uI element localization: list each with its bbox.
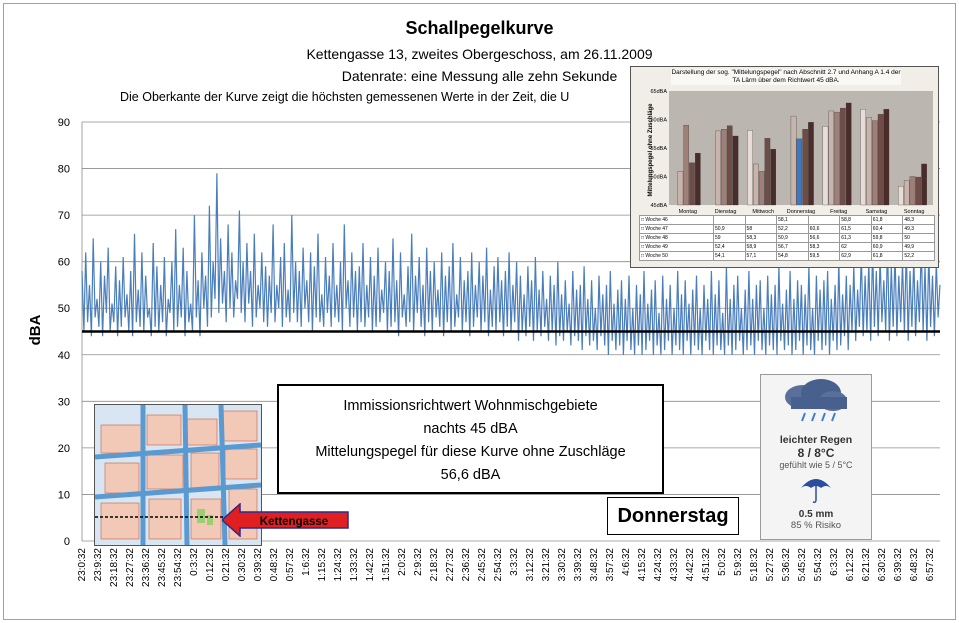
x-tick-label: 2:45:32	[477, 548, 488, 582]
umbrella-icon	[761, 470, 871, 504]
inset-bar	[910, 177, 915, 206]
x-tick-label: 23:18:32	[109, 548, 120, 587]
inset-row-name: □ Woche 46	[640, 216, 714, 225]
inset-bar	[753, 164, 758, 205]
y-tick-label: 10	[57, 489, 70, 502]
x-tick-label: 1:42:32	[365, 548, 376, 582]
inset-bar	[840, 108, 845, 205]
inset-cell: 61,3	[840, 234, 872, 243]
inset-cell: 49,9	[903, 243, 935, 252]
weekly-average-inset	[630, 66, 939, 268]
inset-cell: 58,3	[808, 243, 840, 252]
x-tick-label: 1:33:32	[349, 548, 360, 582]
average-value: 56,6 dBA	[440, 467, 501, 483]
inset-bar	[823, 126, 828, 205]
x-tick-label: 4:6:32	[621, 548, 632, 576]
x-tick-label: 5:0:32	[717, 548, 728, 576]
y-tick-label: 60	[57, 256, 70, 269]
x-tick-label: 5:27:32	[765, 548, 776, 582]
x-tick-label: 4:24:32	[653, 548, 664, 582]
inset-row-name: □ Woche 48	[640, 234, 714, 243]
inset-cell: 62	[840, 243, 872, 252]
inset-bar	[689, 163, 694, 205]
inset-bar	[884, 109, 889, 205]
weather-rain-risk: 85 % Risiko	[790, 520, 842, 531]
x-tick-label: 6:48:32	[909, 548, 920, 582]
inset-cell: 61,5	[840, 225, 872, 234]
x-tick-label: 0:21:32	[221, 548, 232, 582]
y-tick-label: 90	[57, 117, 70, 129]
inset-cell: 61,8	[871, 216, 903, 225]
inset-bar	[759, 171, 764, 205]
inset-cell: 58,8	[840, 216, 872, 225]
x-tick-label: 3:57:32	[605, 548, 616, 582]
x-tick-label: 2:0:32	[397, 548, 408, 576]
x-tick-label: 3:3:32	[509, 548, 520, 576]
x-tick-label: 1:15:32	[317, 548, 328, 582]
x-tick-label: 2:9:32	[413, 548, 424, 576]
x-tick-label: 6:12:32	[845, 548, 856, 582]
x-tick-label: 3:21:32	[541, 548, 552, 582]
inset-y-tick: 45dBA	[650, 203, 667, 209]
day-label: Donnerstag	[607, 497, 739, 535]
inset-cell	[745, 216, 777, 225]
limit-value: nachts 45 dBA	[423, 421, 518, 437]
inset-y-tick: 50dBA	[650, 174, 667, 181]
y-tick-labels	[58, 117, 70, 548]
x-tick-label: 1:51:32	[381, 548, 392, 582]
inset-bar	[861, 109, 866, 205]
x-tick-label: 0:57:32	[285, 548, 296, 582]
inset-bar	[733, 136, 738, 205]
chart-subtitle-description: Die Oberkante der Kurve zeigt die höchsten gemessenen Werte in der Zeit, die U	[120, 90, 570, 104]
x-tick-label: 2:36:32	[461, 548, 472, 582]
inset-cell: 48,3	[903, 216, 935, 225]
x-tick-label: 3:30:32	[557, 548, 568, 582]
inset-cell: 56,6	[808, 234, 840, 243]
inset-cell: 50,9	[713, 225, 745, 234]
x-tick-label: 6:3:32	[829, 548, 840, 576]
inset-y-tick: 55dBA	[650, 146, 667, 152]
inset-bar	[791, 116, 796, 205]
x-tick-label: 4:33:32	[669, 548, 680, 582]
x-tick-label: 3:12:32	[525, 548, 536, 582]
y-tick-label: 40	[57, 349, 70, 362]
inset-cell: 60,6	[808, 225, 840, 234]
map-street-label: Kettengasse	[259, 516, 329, 528]
inset-cell: 62,9	[840, 252, 872, 261]
inset-cell: 59,5	[808, 252, 840, 261]
inset-table	[639, 215, 935, 261]
inset-cell: 58,1	[777, 216, 809, 225]
x-tick-label: 1:24:32	[333, 548, 344, 582]
x-tick-label: 6:21:32	[861, 548, 872, 582]
x-tick-label: 0:12:32	[205, 548, 216, 582]
y-tick-label: 80	[57, 163, 70, 176]
inset-cell: 57,1	[745, 252, 777, 261]
inset-y-tick: 60dBA	[650, 117, 667, 124]
weather-feels-like: gefühlt wie 5 / 5°C	[779, 460, 853, 470]
inset-day-label: Mittwoch	[752, 209, 775, 215]
y-tick-label: 70	[57, 210, 70, 223]
x-tick-label: 2:27:32	[445, 548, 456, 582]
inset-bar	[916, 177, 921, 205]
inset-cell: 50	[903, 234, 935, 243]
limit-info-box	[277, 384, 664, 494]
x-tick-label: 4:42:32	[685, 548, 696, 582]
inset-bar	[721, 129, 726, 205]
inset-day-label: Dienstag	[714, 209, 737, 215]
inset-day-label: Freitag	[830, 209, 848, 215]
inset-cell: 60,9	[871, 243, 903, 252]
x-tick-label: 2:54:32	[493, 548, 504, 582]
x-tick-label: 6:57:32	[925, 548, 936, 582]
inset-bar	[872, 121, 877, 205]
inset-bar	[846, 103, 851, 205]
x-tick-label: 4:15:32	[637, 548, 648, 582]
inset-table-row	[640, 234, 935, 243]
inset-table-row	[640, 252, 935, 261]
inset-table-row	[640, 216, 935, 225]
inset-cell: 56,7	[777, 243, 809, 252]
inset-bar	[904, 180, 909, 205]
inset-row-name: □ Woche 49	[640, 243, 714, 252]
inset-day-label: Sonntag	[903, 209, 925, 215]
weather-widget	[760, 374, 872, 540]
x-tick-label: 5:9:32	[733, 548, 744, 576]
inset-cell	[808, 216, 840, 225]
inset-day-label: Samstag	[865, 209, 888, 215]
inset-table-row	[640, 225, 935, 234]
chart-title: Schallpegelkurve	[405, 18, 554, 38]
inset-bar	[695, 153, 700, 205]
x-tick-label: 5:54:32	[813, 548, 824, 582]
inset-bar	[716, 131, 721, 205]
inset-bar	[834, 112, 839, 205]
x-tick-label: 23:27:32	[125, 548, 136, 587]
y-axis-label: dBA	[27, 314, 44, 346]
x-tick-label: 0:30:32	[237, 548, 248, 582]
inset-cell: 58	[745, 225, 777, 234]
weather-temperature: 8 / 8°C	[797, 446, 835, 460]
inset-bar	[765, 138, 770, 205]
weather-condition: leichter Regen	[779, 434, 853, 446]
x-tick-label: 23:36:32	[141, 548, 152, 587]
inset-table-row	[640, 243, 935, 252]
x-tick-label: 6:39:32	[893, 548, 904, 582]
inset-cell: 54,8	[777, 252, 809, 261]
x-tick-label: 23:9:32	[93, 548, 104, 582]
inset-cell: 54,1	[713, 252, 745, 261]
x-tick-label: 3:39:32	[573, 548, 584, 582]
inset-bar	[898, 186, 903, 205]
rain-cloud-icon	[761, 375, 871, 427]
inset-bar	[747, 130, 752, 205]
inset-day-label: Donnerstag	[786, 209, 816, 215]
inset-cell	[713, 216, 745, 225]
weather-rain-amount: 0.5 mm	[798, 509, 834, 520]
inset-bar	[684, 125, 689, 205]
map-location-arrow	[222, 503, 352, 537]
y-tick-label: 0	[63, 536, 70, 548]
x-tick-label: 23:0:32	[77, 548, 88, 582]
inset-day-label: Montag	[678, 209, 698, 215]
x-tick-label: 23:54:32	[173, 548, 184, 587]
y-tick-label: 20	[57, 442, 70, 455]
x-tick-label: 5:36:32	[781, 548, 792, 582]
inset-cell: 59	[713, 234, 745, 243]
inset-y-tick: 65dBA	[650, 89, 667, 95]
inset-row-name: □ Woche 47	[640, 225, 714, 234]
inset-bar	[727, 126, 732, 205]
limit-label: Immissionsrichtwert Wohnmischgebiete	[343, 398, 598, 414]
inset-y-label: Mittelungspegel ohne Zuschläge	[648, 103, 654, 197]
inset-bar	[771, 149, 776, 205]
inset-cell: 49,3	[903, 225, 935, 234]
inset-bar	[878, 114, 883, 205]
inset-bar	[829, 111, 834, 205]
inset-row-name: □ Woche 50	[640, 252, 714, 261]
y-tick-label: 50	[57, 303, 70, 316]
inset-cell: 61,8	[871, 252, 903, 261]
inset-bar	[808, 122, 813, 205]
x-tick-label: 2:18:32	[429, 548, 440, 582]
inset-cell: 58,3	[745, 234, 777, 243]
inset-cell: 58,9	[745, 243, 777, 252]
inset-bar	[797, 139, 802, 205]
chart-subtitle-location: Kettengasse 13, zweites Obergeschoss, am 26.11.2009	[306, 46, 653, 62]
x-tick-labels	[77, 548, 936, 587]
x-tick-label: 3:48:32	[589, 548, 600, 582]
inset-cell: 59,8	[871, 234, 903, 243]
x-tick-label: 4:51:32	[701, 548, 712, 582]
average-label: Mittelungspegel für diese Kurve ohne Zuschläge	[315, 444, 626, 460]
inset-cell: 60,4	[871, 225, 903, 234]
x-tick-label: 1:6:32	[301, 548, 312, 576]
inset-cell: 50,9	[777, 234, 809, 243]
x-tick-label: 5:18:32	[749, 548, 760, 582]
y-tick-label: 30	[57, 396, 70, 409]
inset-bar	[866, 117, 871, 205]
inset-title: Darstellung der sog. "Mittelungspegel" nach Abschnitt 2.7 und Anhang A 1.4 der TA Lärm über dem Richtwert 45 dBA.	[671, 69, 901, 84]
chart-subtitle-datarate: Datenrate: eine Messung alle zehn Sekunde	[341, 68, 618, 84]
inset-cell: 52,4	[713, 243, 745, 252]
x-tick-label: 0:39:32	[253, 548, 264, 582]
inset-cell: 52,2	[777, 225, 809, 234]
x-tick-label: 6:30:32	[877, 548, 888, 582]
x-tick-label: 23:45:32	[157, 548, 168, 587]
inset-bar	[678, 171, 683, 205]
x-tick-label: 0:48:32	[269, 548, 280, 582]
inset-bar	[921, 164, 926, 205]
x-tick-label: 0:3:32	[189, 548, 200, 576]
inset-bar	[803, 129, 808, 205]
inset-cell: 52,2	[903, 252, 935, 261]
x-tick-label: 5:45:32	[797, 548, 808, 582]
